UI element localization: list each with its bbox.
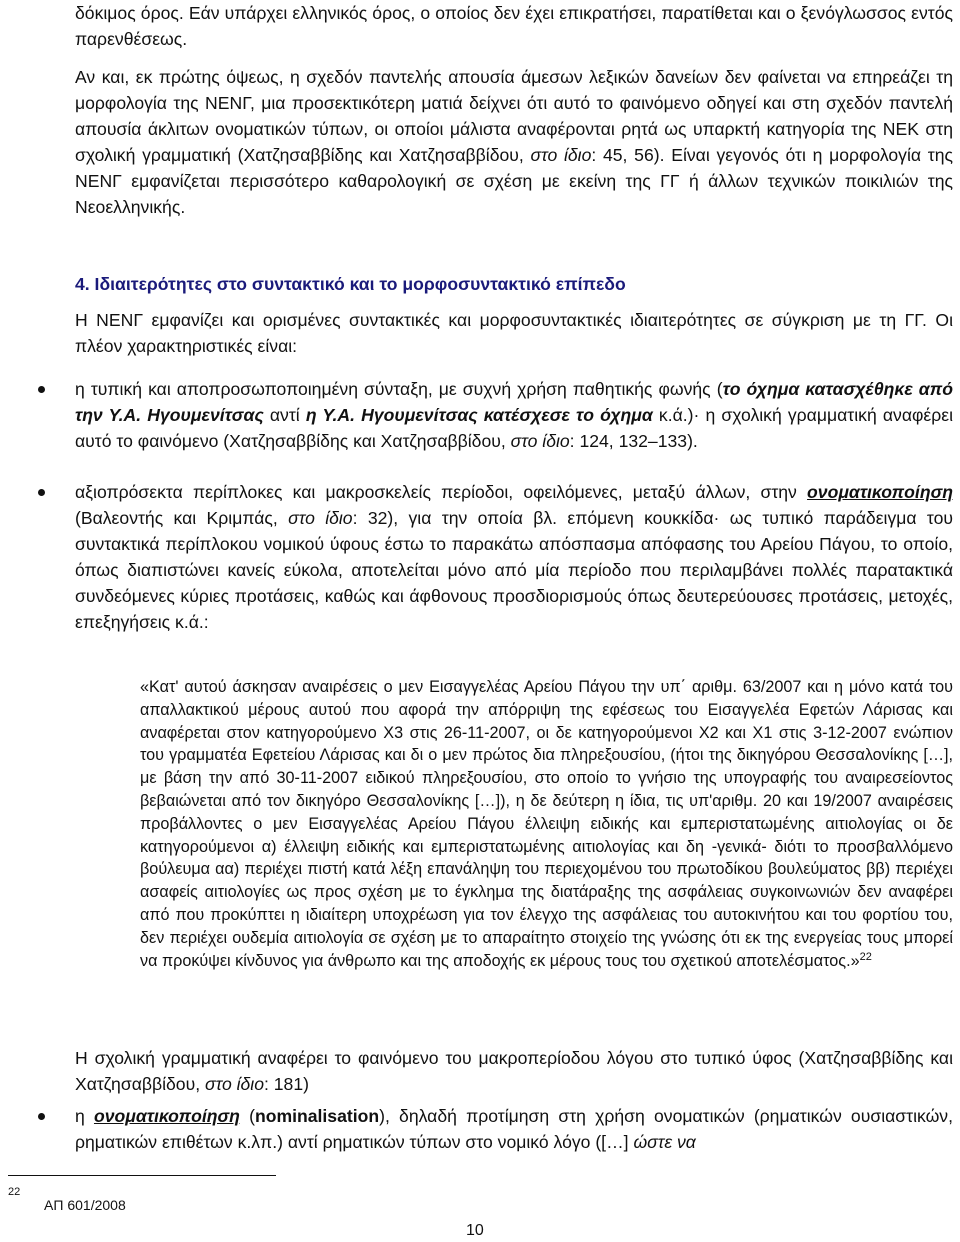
citation-ref: στο ίδιο bbox=[510, 431, 570, 451]
example-active: η Υ.Α. Ηγουμενίτσας κατέσχεσε το όχημα bbox=[305, 405, 653, 425]
bullet-text: η τυπική και αποπροσωποποιημένη σύνταξη, με συχνή χρήση παθητικής φωνής ( bbox=[75, 379, 723, 399]
paragraph-continued: δόκιμος όρος. Εάν υπάρχει ελληνικός όρος, ο οποίος δεν έχει επικρατήσει, παρατίθεται και ο ξενόγλωσσος εντός παρενθέσεως. bbox=[75, 3, 953, 49]
footnote-text: ΑΠ 601/2008 bbox=[44, 1197, 126, 1213]
paragraph-text: Η σχολική γραμματική αναφέρει το φαινόμενο του μακροπερίοδου λόγου στο τυπικό ύφος (Χατζησαββίδης και Χατζησαββίδου, bbox=[75, 1048, 953, 1094]
citation-ref: στο ίδιο bbox=[205, 1074, 264, 1094]
bullet-item-long-periods bbox=[75, 479, 953, 635]
bullet-text-tail: ώστε να bbox=[633, 1132, 696, 1152]
term-nominalisation: ονοματικοποίηση bbox=[93, 1106, 240, 1126]
paragraph-morphology bbox=[75, 64, 953, 220]
bullet-text: κ.ά.)· η σχολική γραμματική αναφέρει αυτό το φαινόμενο (Χατζησαββίδης και Χατζησαββίδου, bbox=[75, 405, 954, 451]
bullet-text: η bbox=[75, 1106, 94, 1126]
footnote-reference[interactable]: 22 bbox=[859, 950, 872, 963]
bullet-text: : 32), για την οποία βλ. επόμενη κουκκίδα· ως τυπικό παράδειγμα του συντακτικά περίπλοκου νομικού ύφους έστω το παρακάτω απόσπασμα απόφασης του Αρείου Πάγου, το οποίο, όπως διαπιστώνει κανείς εύκολα, αποτελείται μόνο από μία περίοδο που περιλαμβάνει πολλές παρατακτικά συνδεόμενες κύριες προτάσεις, καθώς και άφθονους προσδιορισμούς όπως δευτερεύουσες προτάσεις, μετοχές, επεξηγήσεις κ.ά.: bbox=[75, 508, 954, 632]
paragraph-long-period bbox=[75, 1045, 953, 1097]
bullet-text: ( bbox=[239, 1106, 255, 1126]
bullet-text: (Βαλεοντής και Κριμπάς, bbox=[75, 508, 289, 528]
bullet-icon bbox=[38, 489, 45, 496]
paragraph-text: : 181) bbox=[264, 1074, 309, 1094]
term-nominalisation: ονοματικοποίηση bbox=[807, 482, 953, 502]
section-heading: 4. Ιδιαιτερότητες στο συντακτικό και το μορφοσυντακτικό επίπεδο bbox=[75, 274, 626, 294]
footnote-divider bbox=[8, 1175, 276, 1176]
footnote-number: 22 bbox=[8, 1186, 21, 1198]
paragraph-morphology-text: Αν και, εκ πρώτης όψεως, η σχεδόν παντελής απουσία άμεσων λεξικών δανείων δεν φαίνεται να επηρεάζει τη μορφολογία της ΝΕΝΓ, μια προσεκτικότερη ματιά δείχνει ότι αυτό το φαινόμενο οδηγεί και στη σχεδόν παντελή απουσία άκλιτων ονοματικών τύπων, οι οποίοι μάλιστα αναφέρονται ρητά ως υπαρκτή κατηγορία της ΝΕΚ στη σχολική γραμματική (Χατζησαββίδης και Χατζησαββίδου, bbox=[75, 67, 953, 165]
paragraph-morphology-text-cont: : 45, 56). Είναι γεγονός ότι η μορφολογία της ΝΕΝΓ εμφανίζεται περισσότερο καθαρολογική σε σχέση με εκείνη της ΓΓ ή άλλων τεχνικών ποικιλιών της Νεοελληνικής. bbox=[75, 145, 953, 217]
citation-ref: στο ίδιο bbox=[288, 508, 353, 528]
bullet-icon bbox=[38, 1113, 45, 1120]
example-passive: το όχημα κατασχέθηκε από την Υ.Α. Ηγουμενίτσας bbox=[75, 379, 953, 425]
quote-text: «Κατ' αυτού άσκησαν αναιρέσεις ο μεν Εισαγγελέας Αρείου Πάγου την υπ΄ αριθμ. 63/2007 και η μόνο κατά του απαλλακτικού μέρους αυτού που αφορά την απόρριψη της εφέσεως του Εισαγγελέα Εφετών Λάρισας και αναφέρεται στον κατηγορούμενο Χ3 στις 26-11-2007, οι δε κατηγορούμενοι Χ2 και Χ1 στις 3-12-2007 ενώπιον του γραμματέα Εφετείου Λάρισας και δι ο μεν πρώτος δια πληρεξουσίου, (ήτοι της δικηγόρου Θεσσαλονίκης […], με βάση την από 30-11-2007 ειδικού πληρεξουσίου, στο οποίο το γνήσιο της υπογραφής του αναιρεσείοντος βεβαιώνεται από τον δικηγόρο Θεσσαλονίκης […]), η δε δεύτερη η ίδια, τις υπ'αριθμ. 20 και 19/2007 αναιρέσεις προβάλλοντες ο μεν Εισαγγελέας Αρείου Πάγου έλλειψη ειδικής και εμπεριστατωμένης αιτιολογίας οι δε κατηγορούμενοι α) έλλειψη ειδικής και εμπεριστατωμένης αιτιολογίας και δη -γενικά- διότι το προσβαλλόμενο βούλευμα αα) περιέχει πιστή κατά λέξη επανάληψη του περιεχομένου του πρωτοδίκου βουλεύματος ββ) περιέχει ασαφείς αιτιολογίες ως προς σχέση με το έγκλημα της διατάραξης της ασφάλειας συγκοινωνιών δεν αναφέρει από που προκύπτει η ιδιαίτερη υποχρέωση για τον έλεγχο της ασφάλειας του αυτοκινήτου και του φορτίου του, δεν περιέχει ουδεμία αιτιολογία σε σχέση με το απαραίτητο στοιχείο της γνώσης ότι εκ της ενεργείας τους μπορεί να προκύψει κίνδυνος για άνθρωπο και της αποδοχής εκ μέρους τους του σχετικού αποτελέσματος.» bbox=[140, 678, 953, 970]
bullet-text: αντί bbox=[263, 405, 306, 425]
paragraph-syntax: Η ΝΕΝΓ εμφανίζει και ορισμένες συντακτικές και μορφοσυντακτικές ιδιαιτερότητες σε σύγκριση με τη ΓΓ. Οι πλέον χαρακτηριστικές είναι: bbox=[75, 310, 953, 356]
bullet-text: αξιοπρόσεκτα περίπλοκες και μακροσκελείς περίοδοι, οφειλόμενες, μεταξύ άλλων, στην bbox=[75, 482, 808, 502]
citation-ref: στο ίδιο bbox=[530, 145, 592, 165]
bullet-text: ), δηλαδή προτίμηση στη χρήση ονοματικών (ρηματικών ουσιαστικών, ρηματικών επιθέτων κ.λπ.) αντί ρηματικών τύπων στο νομικό λόγο ([…] bbox=[75, 1106, 953, 1152]
bullet-text: : 124, 132–133). bbox=[569, 431, 698, 451]
bullet-item-nominalisation bbox=[75, 1103, 953, 1155]
term-english: nominalisation bbox=[254, 1106, 380, 1126]
bullet-icon bbox=[38, 386, 45, 393]
page-number: 10 bbox=[466, 1222, 484, 1239]
bullet-item-passive-voice bbox=[75, 376, 953, 454]
court-decision-quote bbox=[140, 676, 953, 972]
